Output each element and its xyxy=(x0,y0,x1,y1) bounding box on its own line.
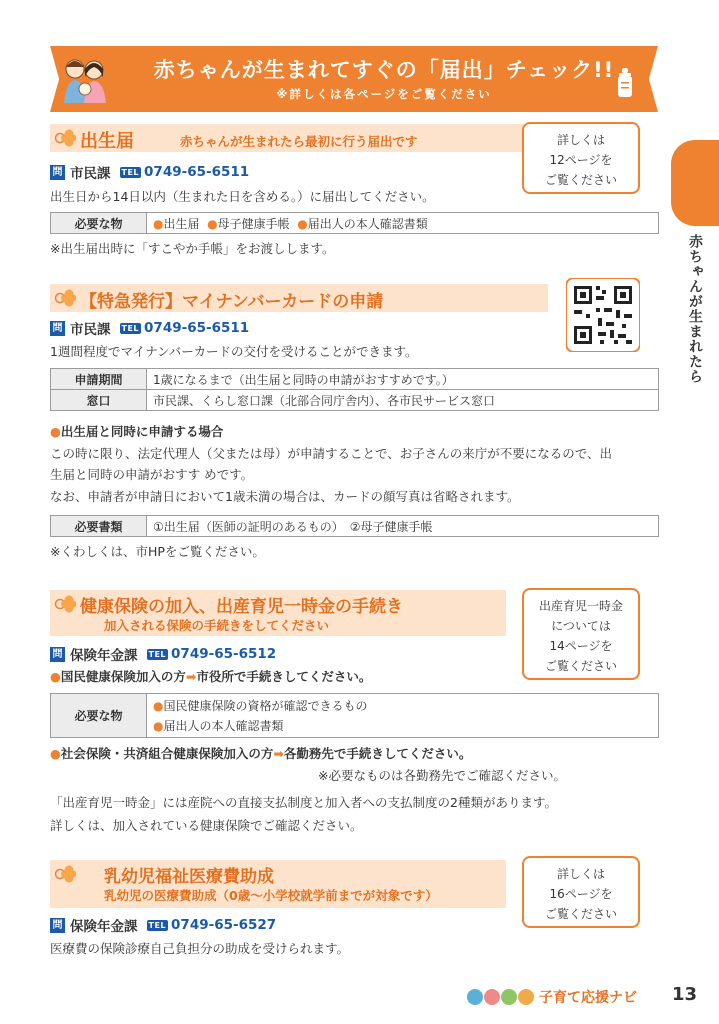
info-line: 詳しくは xyxy=(556,133,605,147)
phone-number[interactable]: 0749-65-6512 xyxy=(171,646,277,662)
table-cell: ●出生届 ●母子健康手帳 ●届出人の本人確認書類 xyxy=(147,213,659,234)
department: 市民課 xyxy=(70,166,111,182)
qr-code-icon[interactable] xyxy=(566,278,640,352)
paragraph-line: 生届と同時の申請がおすす めです。 xyxy=(50,467,254,482)
flower-icon xyxy=(54,594,76,614)
section-subtitle-medical: 乳幼児の医療費助成（0歳～小学校就学前までが対象です） xyxy=(104,888,438,903)
required-docs-table xyxy=(50,515,659,537)
line-text: 社会保険・共済組合健康保険加入の方 xyxy=(60,746,274,761)
paragraph-line: 詳しくは、加入されている健康保険でご確認ください。 xyxy=(50,818,363,833)
logo-circle-icon xyxy=(484,989,500,1005)
banner-subtitle: ※詳しくは各ページをご覧ください xyxy=(276,87,492,101)
info-line: ご覧ください xyxy=(544,907,617,921)
required-items-table xyxy=(50,212,659,234)
info-line: については xyxy=(551,619,611,633)
info-line: ご覧ください xyxy=(544,659,617,673)
tel-icon: TEL xyxy=(148,920,167,930)
section-subtitle-birth: 赤ちゃんが生まれたら最初に行う届出です xyxy=(180,134,418,149)
parents-baby-illustration xyxy=(60,55,110,103)
phone-number[interactable]: 0749-65-6511 xyxy=(144,320,250,336)
item: 届出人の本人確認書類 xyxy=(163,718,284,733)
side-tab-label: 赤ちゃんが生まれたら xyxy=(687,234,703,384)
required-items-table xyxy=(50,693,659,738)
info-line: 出産育児一時金 xyxy=(538,599,623,613)
section-title-medical: 乳幼児福祉医療費助成 xyxy=(104,867,274,887)
section-title-insurance: 健康保険の加入、出産育児一時金の手続き xyxy=(80,597,403,617)
section-title-mynumber: 【特急発行】マイナンバーカードの申請 xyxy=(80,292,384,312)
tel-icon: TEL xyxy=(121,323,140,333)
info-box-medical xyxy=(522,856,640,928)
application-info-table xyxy=(50,368,659,411)
logo-circle-icon xyxy=(501,989,517,1005)
banner-title: 赤ちゃんが生まれてすぐの「届出」チェック!! xyxy=(153,58,615,82)
footer-logo xyxy=(467,987,637,1007)
logo-circle-icon xyxy=(467,989,483,1005)
contact-birth xyxy=(50,162,249,182)
mynumber-description: 1週間程度でマイナンバーカードの交付を受けることができます。 xyxy=(50,344,418,359)
bullet-heading: ●出生届と同時に申請する場合 xyxy=(50,424,224,439)
question-icon: 問 xyxy=(50,918,65,933)
logo-circle-icon xyxy=(518,989,534,1005)
tel-icon: TEL xyxy=(121,167,140,177)
info-line: ご覧ください xyxy=(544,173,617,187)
flower-icon xyxy=(54,288,76,308)
info-line: 12ページを xyxy=(549,153,613,167)
page-number: 13 xyxy=(672,984,698,1005)
flower-icon xyxy=(54,864,76,884)
info-line: 16ページを xyxy=(549,887,613,901)
national-insurance-line: ●国民健康保険加入の方➡市役所で手続きしてください。 xyxy=(50,669,372,684)
table-cell: ①出生届（医師の証明のあるもの） ②母子健康手帳 xyxy=(147,516,659,537)
medical-description: 医療費の保険診療自己負担分の助成を受けられます。 xyxy=(50,941,350,956)
table-header: 必要書類 xyxy=(51,516,147,537)
table-cell: 市民課、くらし窓口課（北部合同庁舎内）、各市民サービス窓口 xyxy=(147,390,659,411)
side-tab xyxy=(671,140,719,226)
item: 国民健康保険の資格が確認できるもの xyxy=(163,698,368,713)
paragraph-line: なお、申請者が申請日において1歳未満の場合は、カードの顔写真は省略されます。 xyxy=(50,489,520,504)
mynumber-note: ※くわしくは、市HPをご覧ください。 xyxy=(50,544,265,559)
info-box-birth xyxy=(522,122,640,194)
phone-number[interactable]: 0749-65-6527 xyxy=(171,917,277,933)
contact-medical xyxy=(50,915,276,935)
table-cell: 1歳になるまで（出生届と同時の申請がおすすめです。） xyxy=(147,369,659,390)
flower-icon xyxy=(54,128,76,148)
section-title-birth: 出生届 xyxy=(80,131,134,152)
arrow-right-icon: ➡ xyxy=(273,746,284,761)
footer-title: 子育て応援ナビ xyxy=(539,990,637,1006)
social-insurance-line: ●社会保険・共済組合健康保険加入の方➡各勤務先で手続きしてください。 xyxy=(50,746,472,761)
table-cell: ●国民健康保険の資格が確認できるもの ●届出人の本人確認書類 xyxy=(147,694,659,738)
info-line: 14ページを xyxy=(549,639,613,653)
department: 保険年金課 xyxy=(70,648,138,664)
birth-description: 出生日から14日以内（生まれた日を含める。）に届出してください。 xyxy=(50,189,435,204)
department: 市民課 xyxy=(70,322,111,338)
line-text: 各勤務先で手続きしてください。 xyxy=(283,746,472,761)
arrow-right-icon: ➡ xyxy=(185,669,197,684)
social-insurance-note: ※必要なものは各勤務先でご確認ください。 xyxy=(318,768,566,783)
question-icon: 問 xyxy=(50,647,65,662)
item: 母子健康手帳 xyxy=(217,216,290,231)
section-subtitle-insurance: 加入される保険の手続きをしてください xyxy=(104,618,330,633)
question-icon: 問 xyxy=(50,165,65,180)
birth-note: ※出生届出時に「すこやか手帳」をお渡しします。 xyxy=(50,241,335,256)
info-box-insurance xyxy=(522,588,640,680)
paragraph-line: 「出産育児一時金」には産院への直接支払制度と加入者への支払制度の2種類があります。 xyxy=(50,795,557,810)
phone-number[interactable]: 0749-65-6511 xyxy=(144,164,250,180)
table-header: 必要な物 xyxy=(51,213,147,234)
baby-bottle-icon xyxy=(616,68,634,98)
bullet-heading-text: 出生届と同時に申請する場合 xyxy=(60,424,224,439)
item: 届出人の本人確認書類 xyxy=(307,216,428,231)
department: 保険年金課 xyxy=(70,919,138,935)
contact-mynumber xyxy=(50,318,249,338)
table-header: 窓口 xyxy=(51,390,147,411)
info-line: 詳しくは xyxy=(556,867,605,881)
item: 出生届 xyxy=(163,216,200,231)
table-header: 必要な物 xyxy=(51,694,147,738)
tel-icon: TEL xyxy=(148,649,167,659)
paragraph-line: この時に限り、法定代理人（父または母）が申請することで、お子さんの来庁が不要になるので、出 xyxy=(50,446,613,461)
question-icon: 問 xyxy=(50,321,65,336)
line-text: 市役所で手続きしてください。 xyxy=(196,669,372,684)
table-header: 申請期間 xyxy=(51,369,147,390)
line-text: 国民健康保険加入の方 xyxy=(60,669,186,684)
contact-insurance xyxy=(50,644,276,664)
